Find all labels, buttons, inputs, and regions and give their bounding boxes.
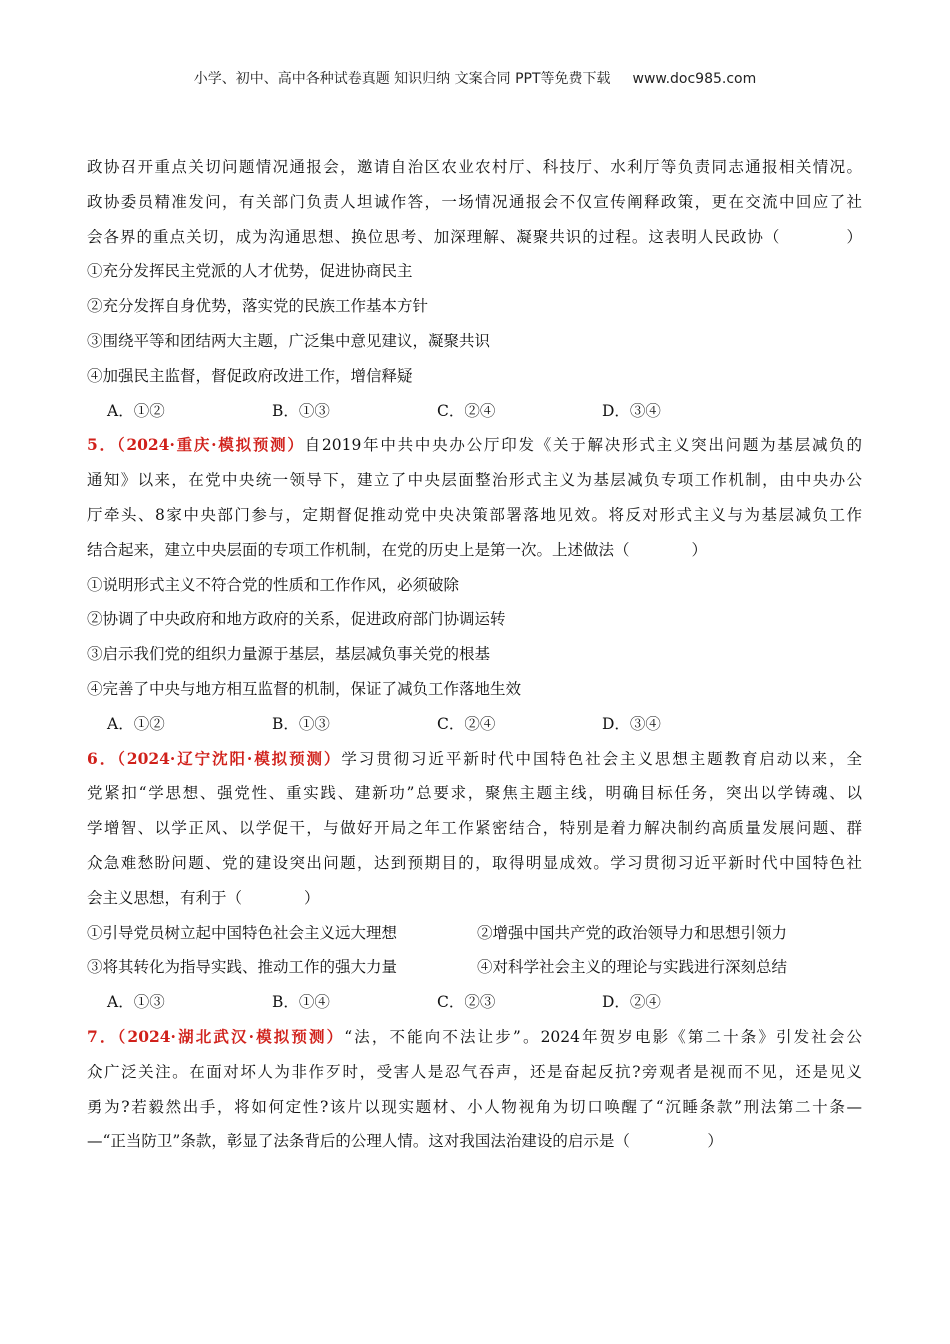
- question-4: [87, 150, 862, 428]
- question-text-line: [87, 742, 862, 777]
- question-text-line: 学增智、以学正风、以学促干，与做好开局之年工作紧密结合，特别是着力解决制约高质量发展问题、群: [87, 819, 862, 838]
- answer-options: [87, 394, 862, 429]
- document-body: [87, 150, 862, 1159]
- header-text: 小学、初中、高中各种试卷真题 知识归纳 文案合同 PPT等免费下载: [193, 71, 611, 87]
- choice-item: ②增强中国共产党的政治领导力和思想引领力: [477, 923, 788, 942]
- header-site-link[interactable]: www.doc985.com: [632, 71, 757, 87]
- question-text-line: 政协召开重点关切问题情况通报会，邀请自治区农业农村厅、科技厅、水利厅等负责同志通报相关情况。: [87, 158, 862, 176]
- option-a: A．①②: [107, 714, 165, 733]
- option-b: B．①③: [272, 401, 330, 420]
- option-b: B．①④: [272, 993, 330, 1012]
- option-c: C．②③: [437, 993, 496, 1012]
- question-source: （2024·湖北武汉·模拟预测）: [117, 1026, 345, 1046]
- question-text-line: 党紧扣“学思想、强党性、重实践、建新功”总要求，聚焦主题主线，明确目标任务，突出以学铸魂、以: [87, 784, 862, 803]
- question-6: [87, 742, 862, 1020]
- option-d: D．③④: [602, 714, 661, 733]
- question-text: “法，不能向不法让步”。2024年贺岁电影《第二十条》引发社会公: [344, 1027, 863, 1046]
- choice-item: ④完善了中央与地方相互监督的机制，保证了减负工作落地生效: [87, 679, 522, 698]
- question-text-line: 众广泛关注。在面对坏人为非作歹时，受害人是忍气吞声，还是奋起反抗?旁观者是视而不见，还是见义: [87, 1062, 862, 1081]
- question-text-line: 厅牵头、8家中央部门参与，定期督促推动党中央决策部署落地见效。将反对形式主义与为基层减负工作: [87, 505, 862, 524]
- choice-item: ③启示我们党的组织力量源于基层，基层减负事关党的根基: [87, 645, 491, 664]
- question-number: 7．: [87, 1026, 118, 1046]
- question-text-line: 政协委员精准发问，有关部门负责人坦诚作答，一场情况通报会不仅宣传阐释政策，更在交流中回应了社: [87, 192, 862, 211]
- question-number: 5．: [87, 435, 117, 455]
- option-d: D．②④: [602, 993, 661, 1012]
- answer-options: [87, 985, 862, 1020]
- question-text-line: [87, 1020, 862, 1055]
- question-text-line: 通知》以来，在党中央统一领导下，建立了中央层面整治形式主义为基层减负专项工作机制，由中央办公: [87, 471, 862, 490]
- question-5: [87, 428, 862, 741]
- choice-item: ③围绕平等和团结两大主题，广泛集中意见建议，凝聚共识: [87, 331, 491, 350]
- choice-row: [87, 916, 862, 951]
- choice-item: ①引导党员树立起中国特色社会主义远大理想: [87, 923, 398, 942]
- choice-item: ③将其转化为指导实践、推动工作的强大力量: [87, 958, 398, 977]
- question-text-line: 众急难愁盼问题、党的建设突出问题，达到预期目的，取得明显成效。学习贯彻习近平新时代中国特色社: [87, 853, 862, 872]
- question-text-line: 勇为?若毅然出手，将如何定性?该片以现实题材、小人物视角为切口唤醒了“沉睡条款”刑法第二十条—: [87, 1097, 862, 1116]
- question-source: （2024·辽宁沈阳·模拟预测）: [117, 748, 342, 768]
- question-text-line: [87, 428, 862, 463]
- choice-item: ②充分发挥自身优势，落实党的民族工作基本方针: [87, 297, 429, 316]
- choice-item: ①说明形式主义不符合党的性质和工作作风，必须破除: [87, 575, 460, 594]
- choice-row: [87, 950, 862, 985]
- question-text: 自2019年中共中央办公厅印发《关于解决形式主义突出问题为基层减负的: [304, 436, 862, 455]
- choice-item: ④对科学社会主义的理论与实践进行深刻总结: [477, 958, 788, 977]
- option-c: C．②④: [437, 401, 496, 420]
- option-b: B．①③: [272, 714, 330, 733]
- option-a: A．①③: [107, 993, 165, 1012]
- option-c: C．②④: [437, 714, 496, 733]
- question-text-line: 结合起来，建立中央层面的专项工作机制，在党的历史上是第一次。上述做法（ ）: [87, 540, 708, 559]
- choice-item: ②协调了中央政府和地方政府的关系，促进政府部门协调运转: [87, 610, 506, 629]
- page-header: [0, 68, 950, 88]
- option-a: A．①②: [107, 401, 165, 420]
- question-text: 学习贯彻习近平新时代中国特色社会主义思想主题教育启动以来，全: [341, 749, 862, 768]
- question-number: 6．: [87, 748, 118, 768]
- choice-item: ④加强民主监督，督促政府改进工作，增信释疑: [87, 366, 413, 385]
- question-7: [87, 1020, 862, 1159]
- question-source: （2024·重庆·模拟预测）: [116, 435, 305, 455]
- question-text-line: —“正当防卫”条款，彰显了法条背后的公理人情。这对我国法治建设的启示是（ ）: [87, 1132, 723, 1151]
- question-text-line: 会各界的重点关切，成为沟通思想、换位思考、加深理解、凝聚共识的过程。这表明人民政协（ ）: [87, 227, 862, 246]
- question-text-line: 会主义思想，有利于（ ）: [87, 888, 320, 907]
- answer-options: [87, 707, 862, 742]
- choice-item: ①充分发挥民主党派的人才优势，促进协商民主: [87, 262, 413, 281]
- option-d: D．③④: [602, 401, 661, 420]
